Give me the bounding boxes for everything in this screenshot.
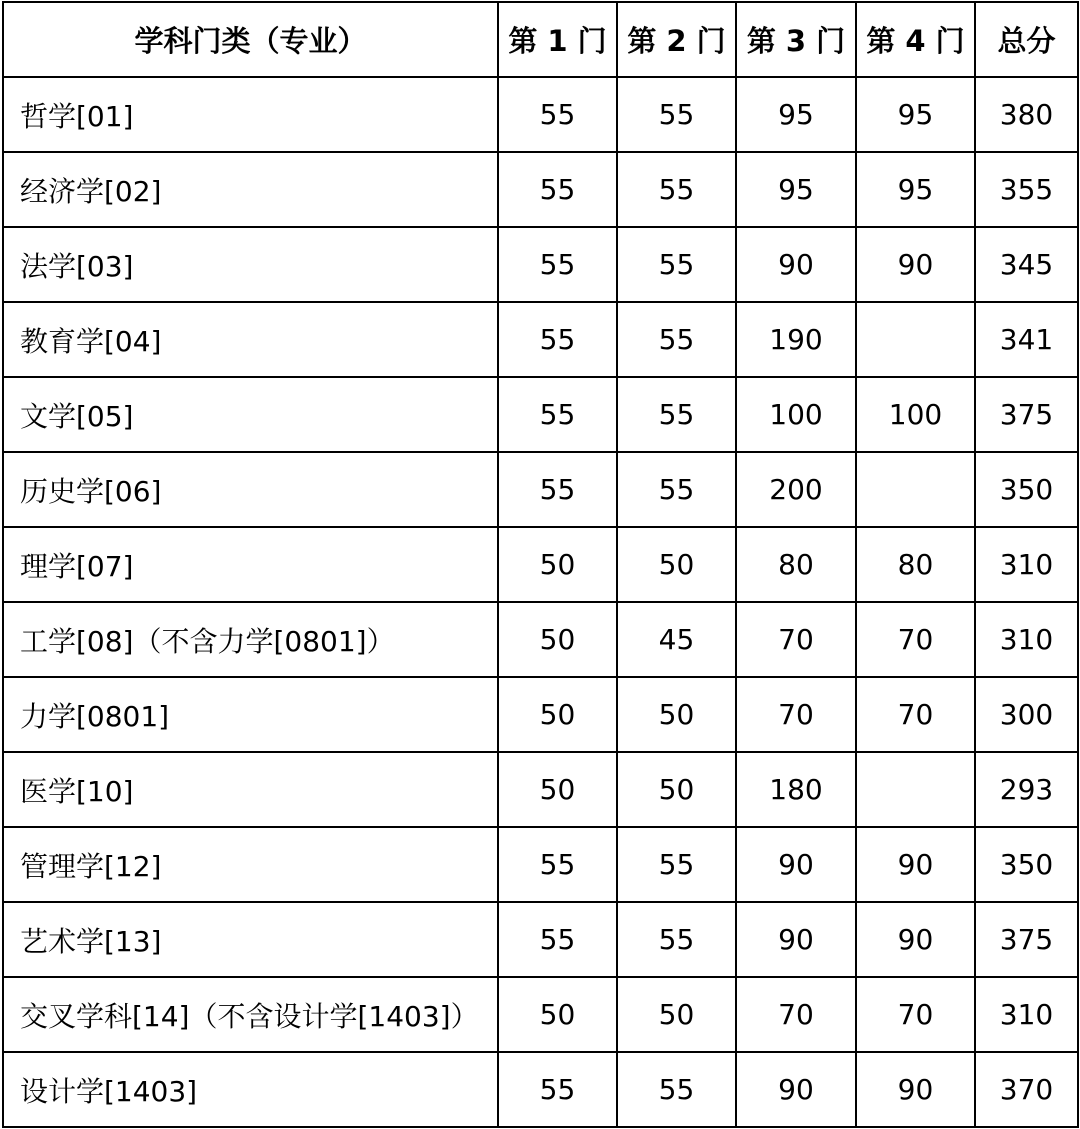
table-row [3,377,1078,452]
table-row [3,752,1078,827]
header-subject-4: 第 4 门 [856,2,975,77]
cell-total: 355 [975,152,1078,227]
cell-score-1: 55 [498,302,617,377]
header-subject-3: 第 3 门 [736,2,856,77]
cell-total: 310 [975,527,1078,602]
cell-subject: 交叉学科[14]（不含设计学[1403]） [3,977,498,1052]
header-subject-1: 第 1 门 [498,2,617,77]
cell-score-1: 50 [498,602,617,677]
cell-total: 370 [975,1052,1078,1127]
cell-subject: 哲学[01] [3,77,498,152]
cell-score-1: 55 [498,452,617,527]
cell-score-1: 55 [498,152,617,227]
cell-score-2: 55 [617,1052,736,1127]
cell-total: 350 [975,827,1078,902]
cell-score-4: 100 [856,377,975,452]
cell-subject: 设计学[1403] [3,1052,498,1127]
cell-score-3: 180 [736,752,856,827]
cell-score-2: 55 [617,152,736,227]
cell-subject: 管理学[12] [3,827,498,902]
cell-score-1: 50 [498,527,617,602]
cell-score-4: 95 [856,152,975,227]
table-row [3,227,1078,302]
cell-score-1: 55 [498,377,617,452]
cell-subject: 历史学[06] [3,452,498,527]
cell-score-2: 55 [617,302,736,377]
cell-total: 310 [975,977,1078,1052]
cell-score-1: 50 [498,752,617,827]
cell-score-2: 50 [617,527,736,602]
header-subject-2: 第 2 门 [617,2,736,77]
cell-total: 341 [975,302,1078,377]
table-row [3,902,1078,977]
cell-score-2: 55 [617,77,736,152]
cell-score-1: 55 [498,227,617,302]
cell-score-4 [856,752,975,827]
cell-score-3: 95 [736,77,856,152]
cell-subject: 法学[03] [3,227,498,302]
score-line-table [2,1,1079,1128]
cell-score-4: 90 [856,902,975,977]
cell-subject: 理学[07] [3,527,498,602]
cell-subject: 经济学[02] [3,152,498,227]
cell-score-2: 50 [617,677,736,752]
header-subject: 学科门类（专业） [3,2,498,77]
table-row [3,602,1078,677]
table-row [3,1052,1078,1127]
cell-total: 300 [975,677,1078,752]
cell-score-3: 70 [736,677,856,752]
cell-subject: 力学[0801] [3,677,498,752]
cell-score-3: 90 [736,902,856,977]
table-row [3,152,1078,227]
cell-score-4 [856,452,975,527]
cell-subject: 工学[08]（不含力学[0801]） [3,602,498,677]
cell-score-2: 55 [617,227,736,302]
table-row [3,452,1078,527]
cell-total: 375 [975,902,1078,977]
cell-score-4: 80 [856,527,975,602]
cell-score-1: 55 [498,1052,617,1127]
cell-score-4 [856,302,975,377]
cell-score-4: 90 [856,827,975,902]
cell-total: 350 [975,452,1078,527]
cell-score-3: 90 [736,227,856,302]
cell-score-3: 70 [736,602,856,677]
table-row [3,77,1078,152]
cell-score-2: 50 [617,977,736,1052]
cell-subject: 医学[10] [3,752,498,827]
cell-subject: 文学[05] [3,377,498,452]
cell-score-3: 190 [736,302,856,377]
cell-total: 375 [975,377,1078,452]
table-row [3,527,1078,602]
table-row [3,827,1078,902]
cell-score-3: 90 [736,827,856,902]
cell-score-3: 100 [736,377,856,452]
cell-score-1: 50 [498,977,617,1052]
cell-subject: 艺术学[13] [3,902,498,977]
header-total: 总分 [975,2,1078,77]
cell-score-3: 200 [736,452,856,527]
cell-score-1: 55 [498,827,617,902]
table-header-row [3,2,1078,77]
table-row [3,677,1078,752]
cell-score-1: 55 [498,902,617,977]
table-row [3,977,1078,1052]
cell-subject: 教育学[04] [3,302,498,377]
cell-score-3: 70 [736,977,856,1052]
cell-score-4: 70 [856,977,975,1052]
cell-score-4: 90 [856,1052,975,1127]
cell-score-1: 55 [498,77,617,152]
cell-total: 293 [975,752,1078,827]
cell-score-3: 90 [736,1052,856,1127]
cell-score-4: 95 [856,77,975,152]
cell-score-3: 95 [736,152,856,227]
cell-total: 380 [975,77,1078,152]
cell-score-4: 90 [856,227,975,302]
cell-score-2: 55 [617,377,736,452]
cell-score-1: 50 [498,677,617,752]
cell-score-4: 70 [856,602,975,677]
cell-total: 310 [975,602,1078,677]
cell-score-2: 55 [617,452,736,527]
cell-score-2: 45 [617,602,736,677]
cell-score-3: 80 [736,527,856,602]
cell-score-2: 55 [617,827,736,902]
cell-total: 345 [975,227,1078,302]
cell-score-2: 50 [617,752,736,827]
cell-score-2: 55 [617,902,736,977]
table-row [3,302,1078,377]
cell-score-4: 70 [856,677,975,752]
